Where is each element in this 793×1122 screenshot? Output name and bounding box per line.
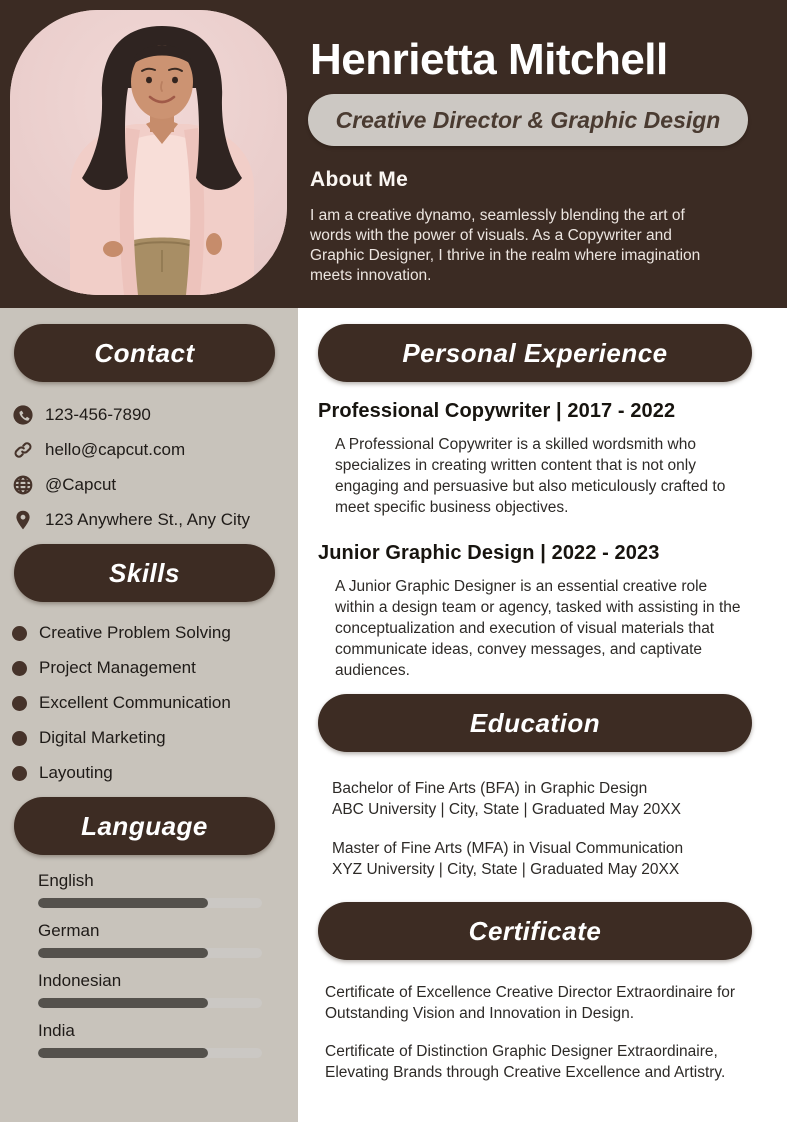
- language-item: [38, 1020, 262, 1058]
- skill-item: [12, 692, 298, 714]
- contact-row-address: [12, 509, 298, 531]
- portrait-illustration: [10, 10, 287, 295]
- language-item: [38, 970, 262, 1008]
- language-section-header: [14, 797, 275, 855]
- link-icon: [12, 439, 34, 461]
- language-label: India: [38, 1021, 75, 1040]
- skill-label: Excellent Communication: [39, 693, 231, 712]
- skill-item: [12, 622, 298, 644]
- address-value: 123 Anywhere St., Any City: [45, 510, 251, 529]
- skill-item: [12, 727, 298, 749]
- education-item: [332, 779, 772, 820]
- education-section-header: [318, 694, 752, 752]
- language-bar-fill: [38, 998, 208, 1008]
- certificate-item: Certificate of Excellence Creative Director Extraordinaire for Outstanding Vision and Innovation in Design.: [325, 984, 736, 1022]
- job-description: A Professional Copywriter is a skilled wordsmith who specializes in creating written content that is not only engaging and persuasive but also meticulously crafted to meet specific business objectives.: [335, 436, 726, 516]
- skills-heading-label: Skills: [109, 557, 180, 588]
- job-title: Professional Copywriter | 2017 - 2022: [318, 400, 676, 422]
- language-bar-track: [38, 898, 262, 908]
- main-column: [298, 308, 793, 1122]
- language-heading-label: Language: [81, 810, 208, 841]
- language-bar-track: [38, 998, 262, 1008]
- phone-value: 123-456-7890: [45, 405, 151, 424]
- skills-list: [12, 622, 298, 784]
- skill-label: Creative Problem Solving: [39, 623, 231, 642]
- skill-item: [12, 762, 298, 784]
- role-title: Creative Director & Graphic Design: [335, 106, 721, 133]
- education-degree: Master of Fine Arts (MFA) in Visual Communication: [332, 840, 684, 857]
- sidebar: [0, 308, 298, 1122]
- certificate-item: Certificate of Distinction Graphic Designer Extraordinaire, Elevating Brands through Creative Excellence and Artistry.: [325, 1043, 726, 1081]
- contact-list: [12, 404, 298, 531]
- handle-value: @Capcut: [45, 475, 117, 494]
- language-list: [38, 870, 262, 1058]
- education-degree: Bachelor of Fine Arts (BFA) in Graphic Design: [332, 780, 648, 797]
- location-icon: [12, 509, 34, 531]
- header-band: [0, 0, 787, 308]
- bullet-icon: [12, 766, 27, 781]
- language-item: [38, 920, 262, 958]
- globe-icon: [12, 474, 34, 496]
- experience-section-header: [318, 324, 752, 382]
- contact-heading-label: Contact: [94, 337, 195, 368]
- contact-row-phone: [12, 404, 298, 426]
- certificate-heading-label: Certificate: [468, 915, 602, 946]
- language-bar-track: [38, 948, 262, 958]
- email-value: hello@capcut.com: [45, 440, 186, 459]
- language-bar-fill: [38, 1048, 208, 1058]
- education-school: XYZ University | City, State | Graduated May 20XX: [332, 860, 680, 878]
- skill-label: Project Management: [39, 658, 196, 677]
- language-bar-fill: [38, 898, 208, 908]
- profile-photo: [10, 10, 287, 295]
- skill-item: [12, 657, 298, 679]
- education-item: [332, 839, 772, 880]
- contact-row-email: [12, 439, 298, 461]
- certificate-section-header: [318, 902, 752, 960]
- bullet-icon: [12, 696, 27, 711]
- skill-label: Digital Marketing: [39, 728, 166, 747]
- bullet-icon: [12, 626, 27, 641]
- contact-row-handle: [12, 474, 298, 496]
- about-me-text: I am a creative dynamo, seamlessly blending the art of words with the power of visuals. As a Copywriter and Graphic Designer, I thrive in the realm where imagination meets innovation.: [310, 207, 701, 284]
- language-label: German: [38, 921, 100, 940]
- job-title: Junior Graphic Design | 2022 - 2023: [318, 542, 660, 564]
- education-heading-label: Education: [469, 707, 601, 738]
- person-name: Henrietta Mitchell: [310, 35, 668, 84]
- about-me-heading: About Me: [310, 168, 409, 191]
- job-description: A Junior Graphic Designer is an essential creative role within a design team or agency, tasked with assisting in the conceptualization and execution of visual materials that communicate ideas, convey messages, and captivate audiences.: [335, 578, 741, 679]
- experience-heading-label: Personal Experience: [402, 337, 668, 368]
- skills-section-header: [14, 544, 275, 602]
- education-school: ABC University | City, State | Graduated May 20XX: [332, 800, 681, 818]
- phone-icon: [12, 404, 34, 426]
- contact-section-header: [14, 324, 275, 382]
- bullet-icon: [12, 661, 27, 676]
- language-bar-track: [38, 1048, 262, 1058]
- role-pill: [308, 94, 748, 146]
- header-content: [308, 36, 770, 286]
- bullet-icon: [12, 731, 27, 746]
- language-bar-fill: [38, 948, 208, 958]
- language-label: English: [38, 871, 94, 890]
- language-label: Indonesian: [38, 971, 122, 990]
- skill-label: Layouting: [39, 763, 113, 782]
- language-item: [38, 870, 262, 908]
